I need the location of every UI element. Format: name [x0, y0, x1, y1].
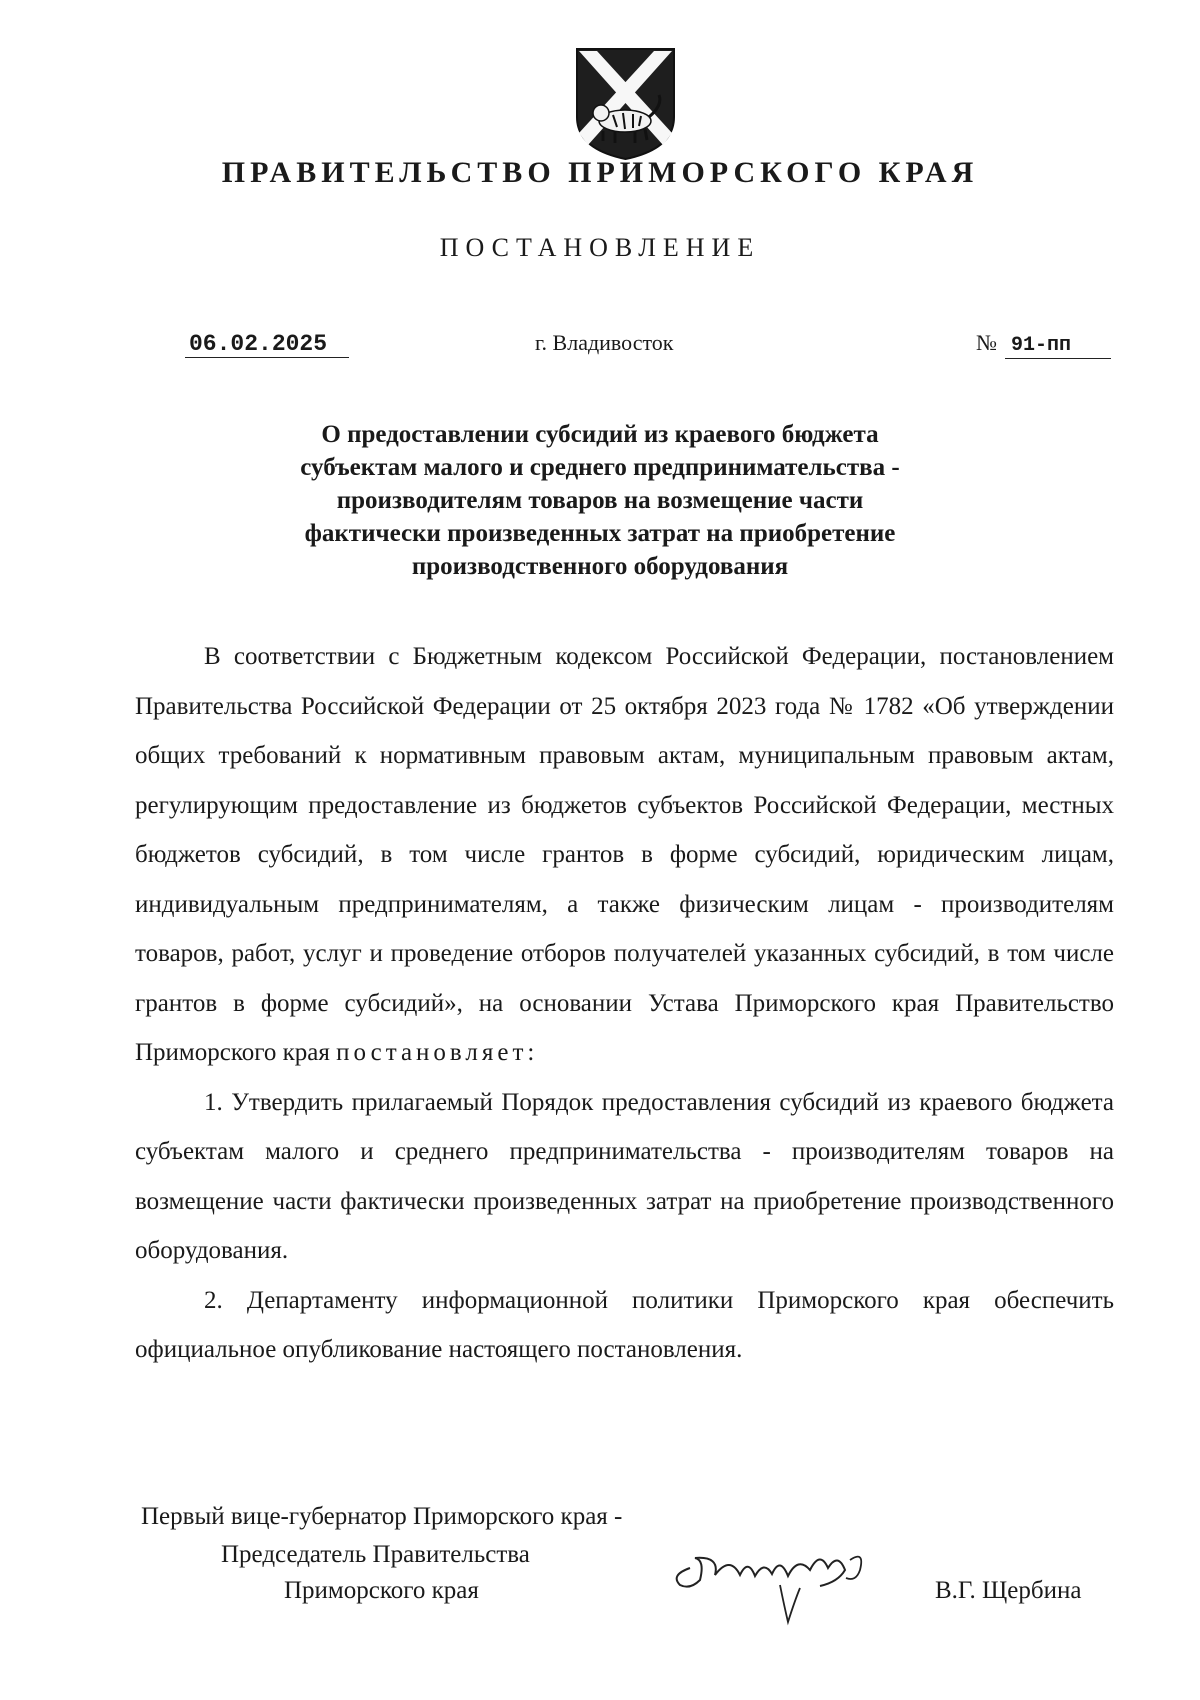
preamble-paragraph [135, 632, 1114, 1078]
signatory-name: В.Г. Щербина [935, 1577, 1082, 1604]
handwritten-signature [660, 1530, 905, 1630]
coat-of-arms-emblem [573, 45, 678, 163]
subject-line: О предоставлении субсидий из краевого бюджета [321, 421, 879, 448]
item-1-paragraph: 1. Утвердить прилагаемый Порядок предоставления субсидий из краевого бюджета субъектам малого и среднего предпринимательства - производителям товаров на возмещение части фактически произведенных затрат на приобретение производственного оборудования. [135, 1088, 1114, 1264]
document-body [135, 632, 1114, 1375]
number-value: 91-пп [1005, 334, 1111, 359]
signatory-position-line2: Председатель Правительства [221, 1541, 530, 1568]
government-title: ПРАВИТЕЛЬСТВО ПРИМОРСКОГО КРАЯ [221, 156, 979, 189]
subject-line: производственного оборудования [411, 553, 789, 580]
document-number [976, 330, 1111, 359]
subject-line: производителям товаров на возмещение части [336, 487, 864, 514]
number-sign: № [976, 330, 997, 355]
signatory-position-line3: Приморского края [284, 1577, 479, 1604]
preamble-text: В соответствии с Бюджетным кодексом Российской Федерации, постановлением Правительства Российской Федерации от 25 октября 2023 года № 1782 «Об утверждении общих требований к нормативным правовым актам, муниципальным правовым актам, регулирующим предоставление из бюджетов субъектов Российской Федерации, местных бюджетов субсидий, в том числе грантов в форме субсидий, юридическим лицам, индивидуальным предпринимателям, а также физическим лицам - производителям товаров, работ, услуг и проведение отборов получателей указанных субсидий, в том числе грантов в форме субсидий», на основании Устава Приморского края Правительство Приморского края [135, 643, 1114, 1066]
document-type: ПОСТАНОВЛЕНИЕ [439, 233, 761, 262]
item-2-paragraph: 2. Департаменту информационной политики Приморского края обеспечить официальное опубликование настоящего постановления. [135, 1286, 1114, 1363]
signatory-position-line1: Первый вице-губернатор Приморского края - [141, 1503, 623, 1530]
document-city: г. Владивосток [535, 330, 674, 355]
document-date: 06.02.2025 [185, 331, 349, 358]
document-subject [0, 418, 1200, 583]
resolves-word: постановляет: [336, 1039, 539, 1066]
subject-line: фактически произведенных затрат на приобретение [304, 520, 896, 547]
subject-line: субъектам малого и среднего предпринимательства - [300, 454, 900, 481]
